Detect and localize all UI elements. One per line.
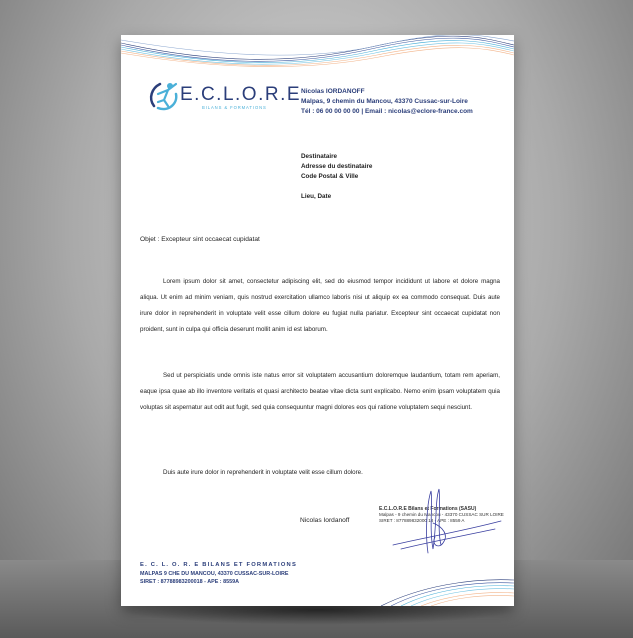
footer-ids: SIRET : 87788983200018 - APE : 8559A (140, 579, 239, 585)
sender-name: Nicolas IORDANOFF (301, 88, 365, 95)
leaping-figure-icon (146, 78, 182, 114)
stamp-title: E.C.L.O.R.E Bilans et Formations (SASU) (379, 506, 477, 512)
body-paragraph-text: Duis aute irure dolor in reprehenderit in voluptate velit esse cillum dolore. (163, 469, 363, 476)
body-paragraph (140, 368, 500, 416)
handwritten-signature (373, 483, 503, 563)
sender-contact: Tél : 06 00 00 00 00 | Email : nicolas@eclore-france.com (301, 108, 473, 115)
company-logo (146, 78, 302, 116)
letter-subject: Objet : Excepteur sint occaecat cupidatat (140, 236, 260, 243)
logo-tagline: BILANS & FORMATIONS (202, 105, 267, 110)
recipient-name: Destinataire (301, 153, 338, 160)
body-paragraph-text: Lorem ipsum dolor sit amet, consectetur adipiscing elit, sed do eiusmod tempor incididunt ut labore et dolore magna aliqua. Ut enim ad minim veniam, quis nostrud exercitation ullamco laboris nisi ut aliquip ex ea commodo consequat. Duis aute irure dolor in reprehenderit in voluptate velit esse cillum dolore eu fugiat nulla pariatur. Excepteur sint occaecat cupidatat non proident, sunt in culpa qui officia deserunt mollit anim id est laborum. (140, 278, 500, 333)
letter-sheet (121, 35, 514, 606)
body-paragraph (140, 465, 500, 481)
body-paragraph (140, 274, 500, 338)
recipient-address: Adresse du destinataire (301, 163, 373, 170)
logo-wordmark: E.C.L.O.R.E (180, 84, 302, 105)
stamp-address: Malpas - 9 chemin du Mancou - 43370 CUSSAC SUR LOIRE (379, 512, 504, 517)
body-paragraph-text: Sed ut perspiciatis unde omnis iste natus error sit voluptatem accusantium doloremque laudantium, totam rem aperiam, eaque ipsa quae ab illo inventore veritatis et quasi architecto beatae vitae dicta sunt explicabo. Nemo enim ipsam voluptatem quia voluptas sit aspernatur aut odit aut fugit, sed quia consequuntur magni dolores eos qui ratione voluptatem sequi nesciunt. (140, 372, 500, 411)
place-date: Lieu, Date (301, 193, 332, 200)
signer-name: Nicolas Iordanoff (300, 517, 350, 524)
letter-footer (140, 561, 297, 587)
top-wave-decoration (121, 35, 514, 71)
recipient-city: Code Postal & Ville (301, 173, 359, 180)
sender-block (301, 87, 473, 117)
footer-company: E. C. L. O. R. E BILANS ET FORMATIONS (140, 562, 298, 568)
recipient-block (301, 152, 372, 182)
sender-address: Malpas, 9 chemin du Mancou, 43370 Cussac-sur-Loire (301, 98, 468, 105)
stamp-ids: SIRET : 877889832000 18 - APE : 8559 A (379, 518, 465, 523)
footer-address: MALPAS 9 CHE DU MANCOU, 43370 CUSSAC-SUR-LOIRE (140, 570, 289, 577)
